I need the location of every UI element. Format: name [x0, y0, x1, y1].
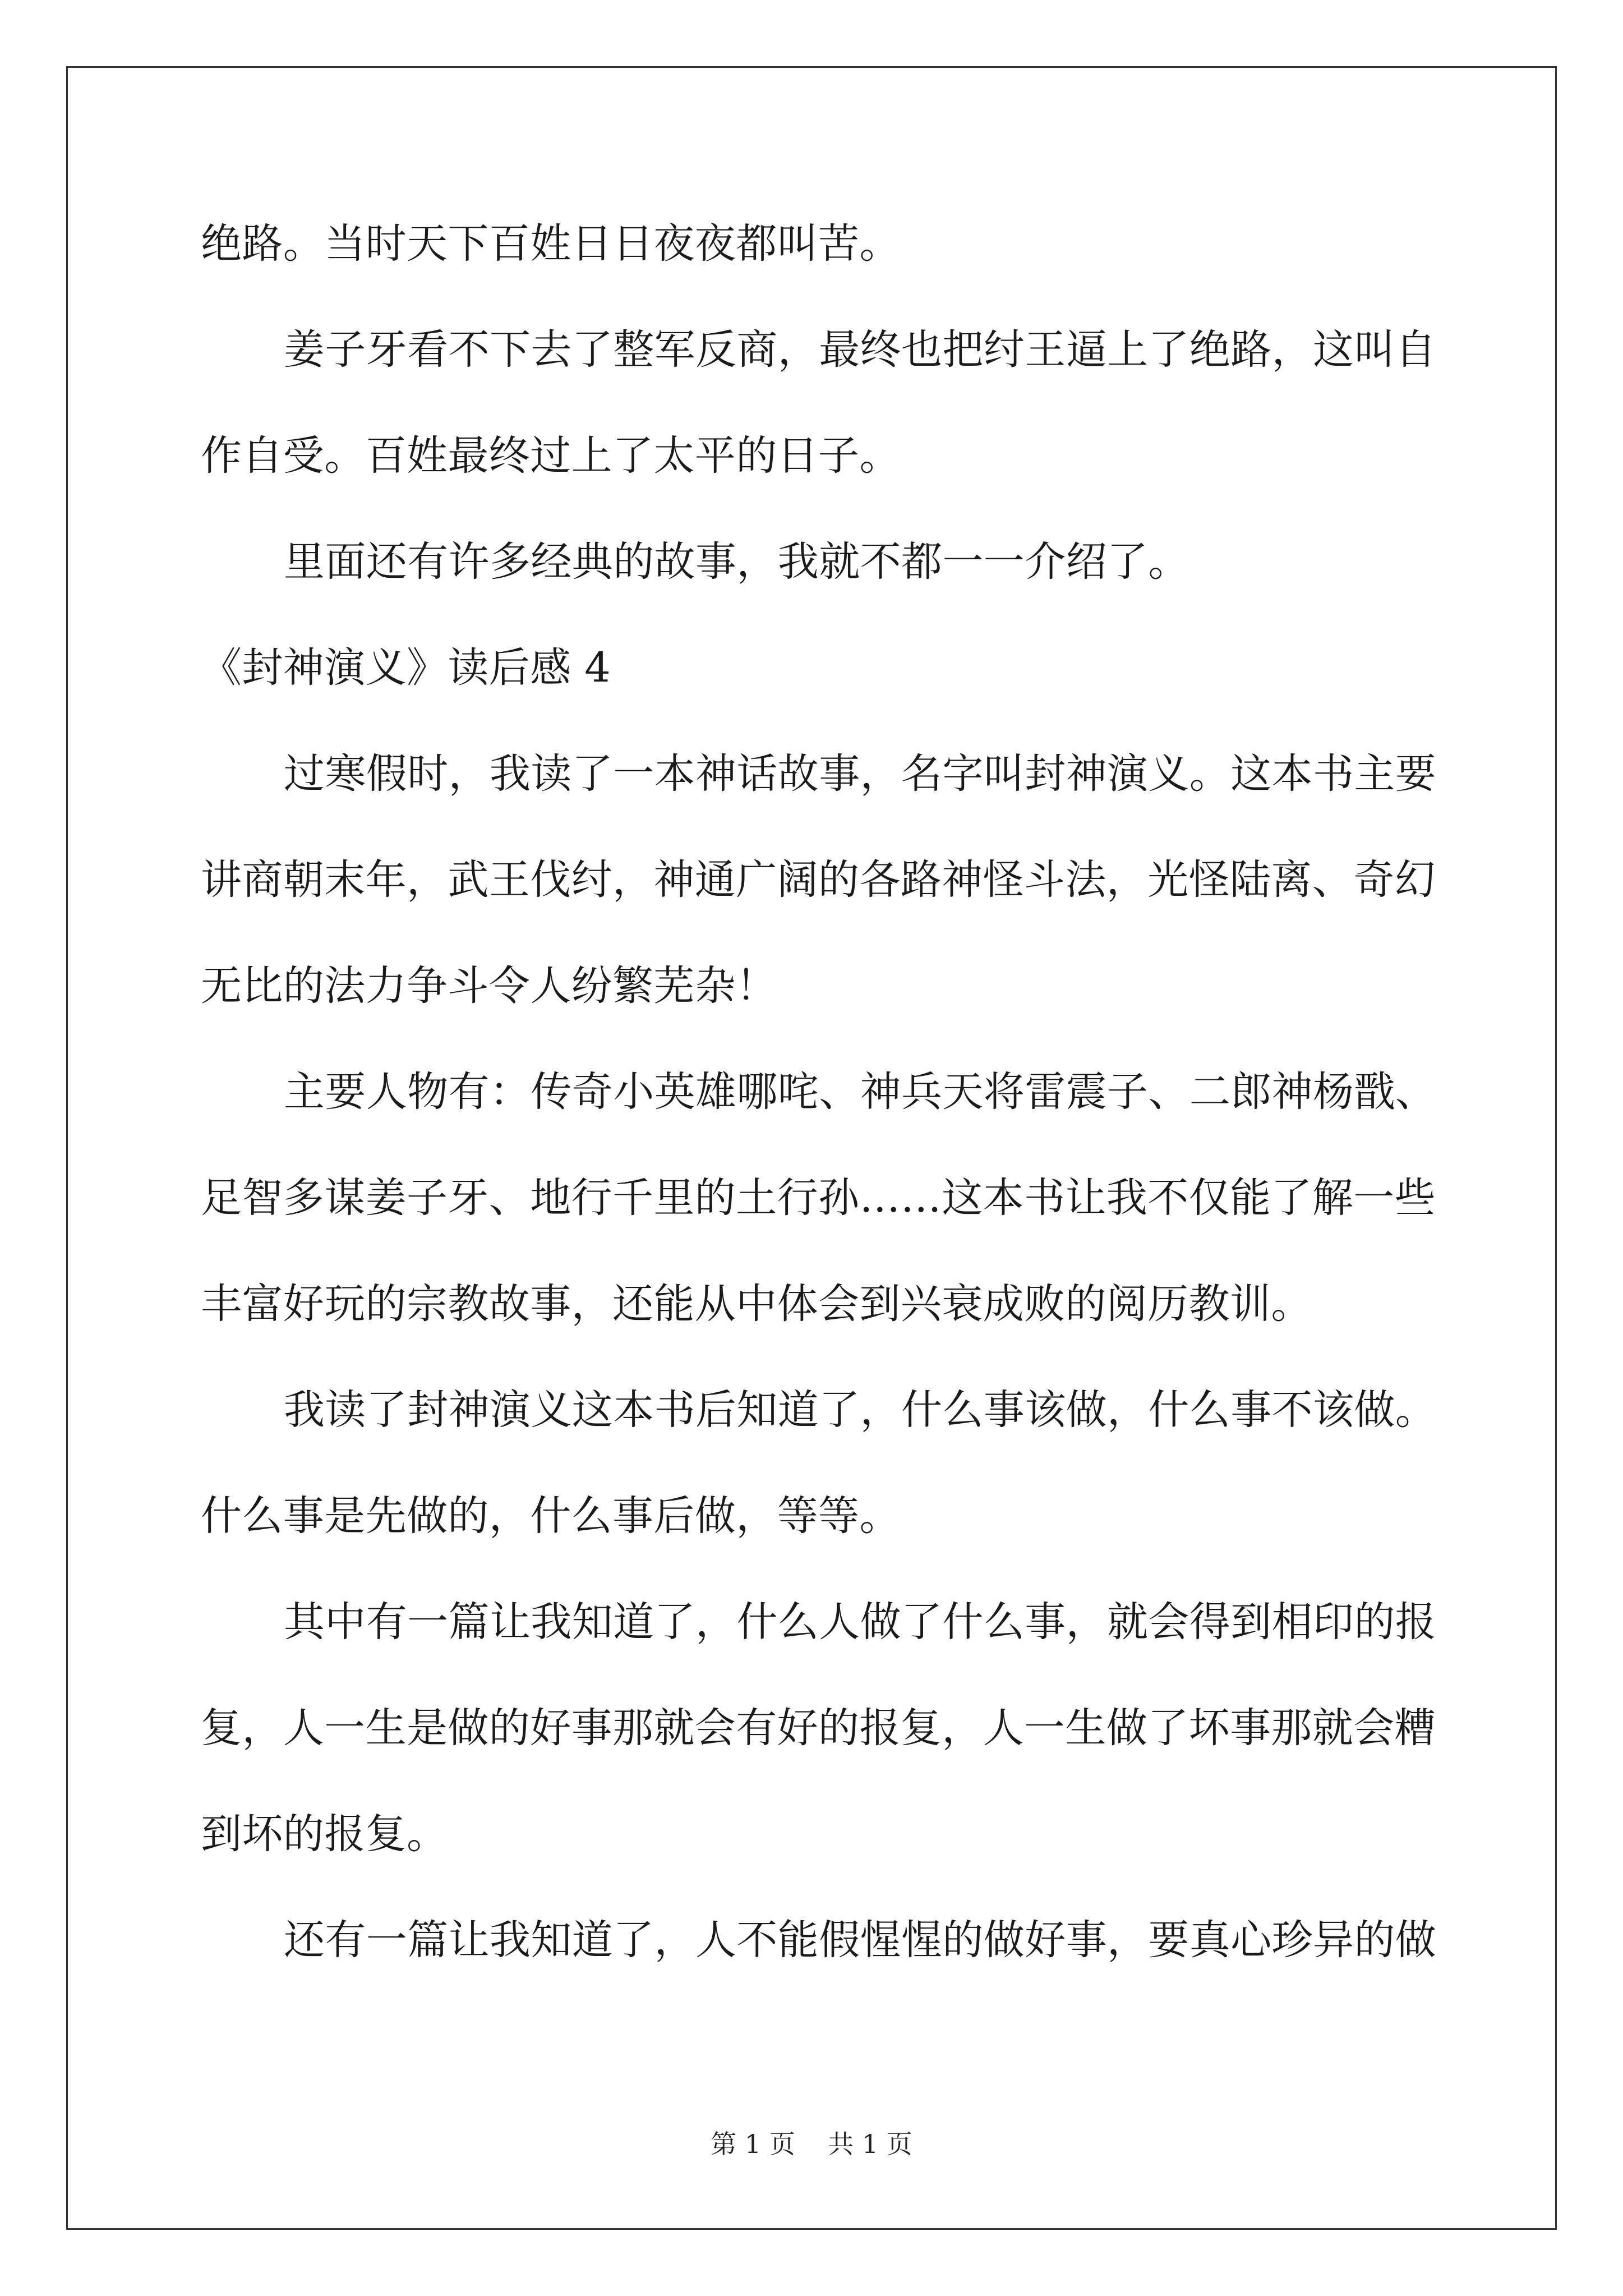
text-line: 其中有一篇让我知道了，什么人做了什么事，就会得到相印的报 — [284, 1598, 1437, 1646]
text-line: 作自受。百姓最终过上了太平的日子。 — [201, 432, 901, 480]
text-line: 足智多谋姜子牙、地行千里的土行孙……这本书让我不仅能了解一些 — [201, 1174, 1436, 1222]
page-footer: 第 1 页 共 1 页 — [711, 2129, 912, 2159]
text-line: 无比的法力争斗令人纷繁芜杂！ — [201, 962, 777, 1010]
text-line: 里面还有许多经典的故事，我就不都一一介绍了。 — [284, 538, 1189, 586]
text-line: 绝路。当时天下百姓日日夜夜都叫苦。 — [201, 220, 901, 268]
text-line: 复，人一生是做的好事那就会有好的报复，人一生做了坏事那就会糟 — [201, 1704, 1436, 1752]
text-line: 姜子牙看不下去了整军反商，最终也把纣王逼上了绝路，这叫自 — [284, 326, 1437, 374]
text-line: 主要人物有：传奇小英雄哪咤、神兵天将雷震子、二郎神杨戬、 — [284, 1068, 1437, 1116]
text-line: 《封神演义》读后感 4 — [201, 644, 611, 692]
text-line: 我读了封神演义这本书后知道了，什么事该做，什么事不该做。 — [284, 1386, 1437, 1434]
text-line: 到坏的报复。 — [201, 1810, 448, 1858]
document-body — [201, 191, 1437, 1993]
text-line: 还有一篇让我知道了，人不能假惺惺的做好事，要真心珍异的做 — [284, 1916, 1437, 1964]
text-line: 过寒假时，我读了一本神话故事，名字叫封神演义。这本书主要 — [284, 750, 1437, 798]
text-line: 丰富好玩的宗教故事，还能从中体会到兴衰成败的阅历教训。 — [201, 1280, 1312, 1328]
text-line: 什么事是先做的，什么事后做，等等。 — [201, 1492, 901, 1540]
text-line: 讲商朝末年，武王伐纣，神通广阔的各路神怪斗法，光怪陆离、奇幻 — [201, 856, 1436, 904]
